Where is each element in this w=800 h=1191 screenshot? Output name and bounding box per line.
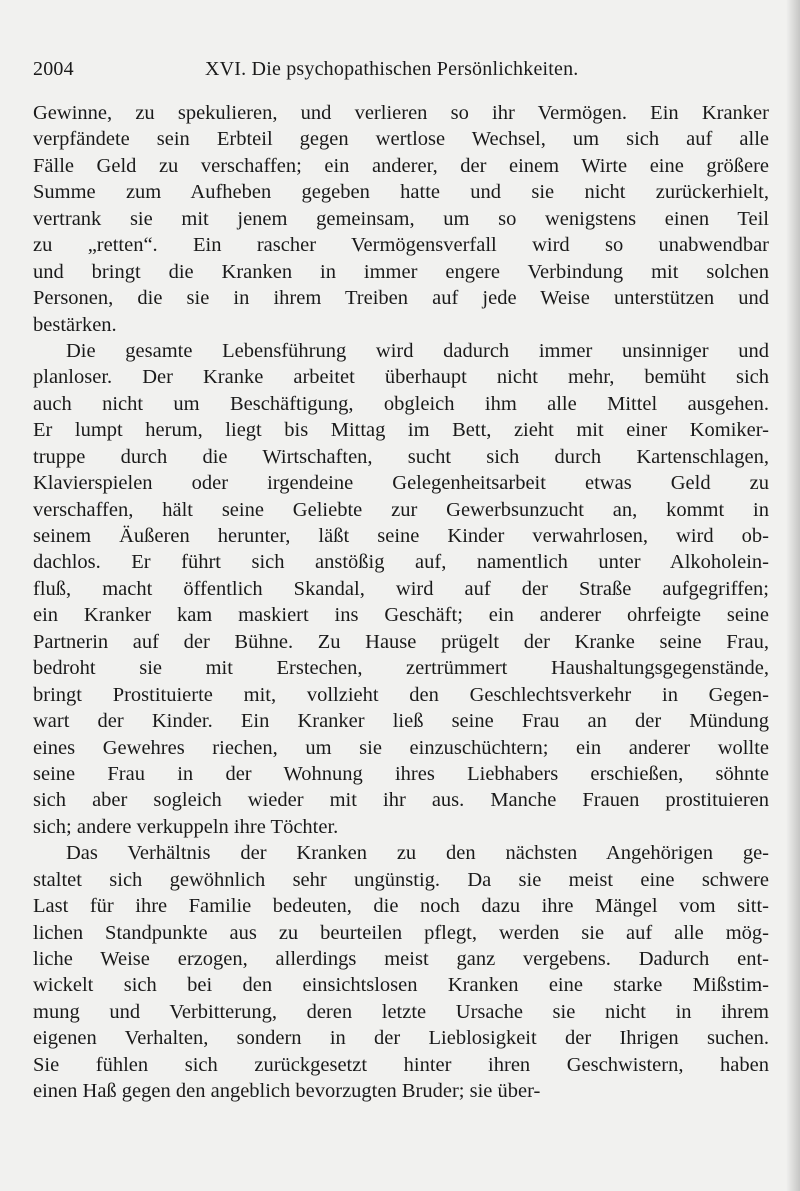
paragraph (33, 840, 769, 1104)
text-line: bringt Prostituierte mit, vollzieht den Geschlechtsverkehr in Gegen- (33, 683, 769, 706)
text-line: Summe zum Aufheben gegeben hatte und sie nicht zurückerhielt, (33, 181, 769, 204)
text-line: verpfändete sein Erbteil gegen wertlose Wechsel, um sich auf alle (33, 128, 769, 151)
text-line: lichen Standpunkte aus zu beurteilen pflegt, werden sie auf alle mög- (33, 921, 769, 944)
text-line: Personen, die sie in ihrem Treiben auf jede Weise unterstützen und (33, 287, 769, 310)
text-line: Last für ihre Familie bedeuten, die noch dazu ihre Mängel vom sitt- (33, 895, 769, 918)
text-line: zu „retten“. Ein rascher Vermögensverfall wird so unabwendbar (33, 234, 769, 257)
text-line: Das Verhältnis der Kranken zu den nächsten Angehörigen ge- (66, 842, 769, 865)
text-line: Fälle Geld zu verschaffen; ein anderer, der einem Wirte eine größere (33, 154, 769, 177)
text-line: Die gesamte Lebensführung wird dadurch immer unsinniger und (66, 339, 769, 362)
text-line: ein Kranker kam maskiert ins Geschäft; ein anderer ohrfeigte seine (33, 604, 769, 627)
page-header (33, 58, 769, 88)
text-line: eigenen Verhalten, sondern in der Lieblosigkeit der Ihrigen suchen. (33, 1027, 769, 1050)
text-line: Er lumpt herum, liegt bis Mittag im Bett, zieht mit einer Komiker- (33, 419, 769, 442)
text-line: wickelt sich bei den einsichtslosen Kranken eine starke Mißstim- (33, 974, 769, 997)
text-line: verschaffen, hält seine Geliebte zur Gewerbsunzucht an, kommt in (33, 498, 769, 521)
text-line: vertrank sie mit jenem gemeinsam, um so wenigstens einen Teil (33, 207, 769, 230)
text-line: Gewinne, zu spekulieren, und verlieren so ihr Vermögen. Ein Kranker (33, 102, 769, 124)
running-head: XVI. Die psychopathischen Persönlichkeiten. (205, 58, 579, 80)
text-line: wart der Kinder. Ein Kranker ließ seine Frau an der Mündung (33, 710, 769, 733)
text-line: auch nicht um Beschäftigung, obgleich ihm alle Mittel ausgehen. (33, 392, 769, 415)
text-line: seine Frau in der Wohnung ihres Liebhabers erschießen, söhnte (33, 762, 769, 785)
text-line: bedroht sie mit Erstechen, zertrümmert Haushaltungsgegenstände, (33, 657, 769, 680)
text-line: sich aber sogleich wieder mit ihr aus. Manche Frauen prostituieren (33, 789, 769, 812)
text-line: mung und Verbitterung, deren letzte Ursache sie nicht in ihrem (33, 1000, 769, 1023)
text-line: einen Haß gegen den angeblich bevorzugten Bruder; sie über- (33, 1080, 541, 1103)
text-line: liche Weise erzogen, allerdings meist ganz vergebens. Dadurch ent- (33, 948, 769, 970)
page-number: 2004 (33, 58, 74, 80)
text-line: sich; andere verkuppeln ihre Töchter. (33, 815, 339, 838)
text-line: und bringt die Kranken in immer engere Verbindung mit solchen (33, 260, 769, 283)
text-line: staltet sich gewöhnlich sehr ungünstig. Da sie meist eine schwere (33, 868, 769, 891)
paragraph (33, 100, 769, 338)
text-line: Sie fühlen sich zurückgesetzt hinter ihren Geschwistern, haben (33, 1053, 769, 1076)
text-line: fluß, macht öffentlich Skandal, wird auf der Straße aufgegriffen; (33, 577, 769, 600)
paragraph (33, 338, 769, 840)
text-line: Partnerin auf der Bühne. Zu Hause prügelt der Kranke seine Frau, (33, 630, 769, 653)
text-line: truppe durch die Wirtschaften, sucht sich durch Kartenschlagen, (33, 445, 769, 468)
body-text (33, 100, 769, 1105)
text-line: bestärken. (33, 313, 117, 336)
text-line: planloser. Der Kranke arbeitet überhaupt nicht mehr, bemüht sich (33, 366, 769, 389)
text-line: Klavierspielen oder irgendeine Gelegenheitsarbeit etwas Geld zu (33, 472, 769, 495)
text-line: seinem Äußeren herunter, läßt seine Kinder verwahrlosen, wird ob- (33, 525, 769, 547)
text-line: eines Gewehres riechen, um sie einzuschüchtern; ein anderer wollte (33, 736, 769, 759)
page-edge-shadow (786, 0, 800, 1191)
text-line: dachlos. Er führt sich anstößig auf, namentlich unter Alkoholein- (33, 551, 769, 574)
